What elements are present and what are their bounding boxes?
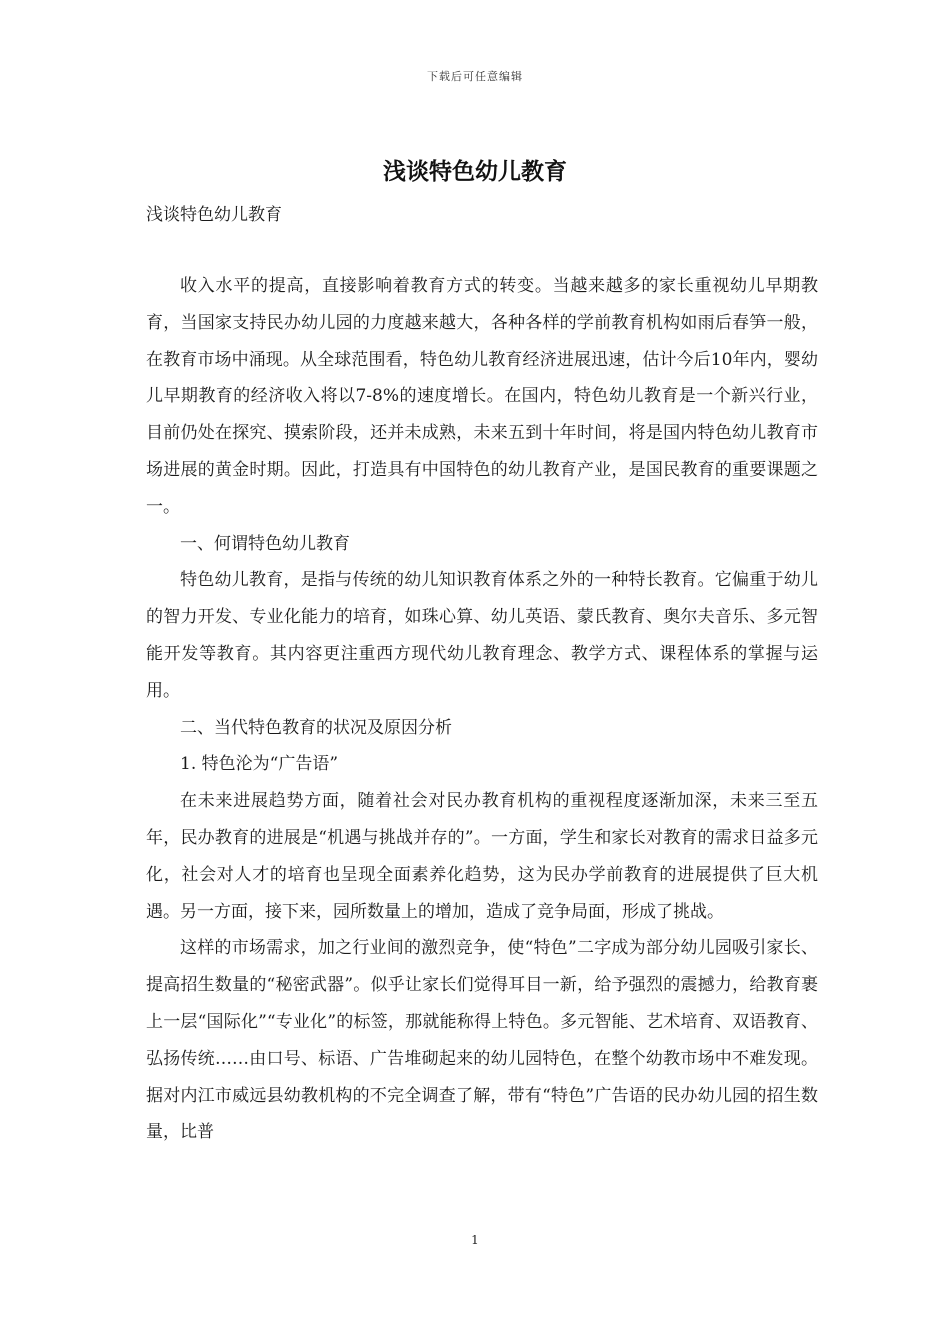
page-number: 1 xyxy=(471,1233,479,1247)
subsection-heading-1: 1. 特色沦为“广告语” xyxy=(180,754,339,775)
section-heading-1: 一、何谓特色幼儿教育 xyxy=(180,533,350,554)
document-title: 浅谈特色幼儿教育 xyxy=(383,158,567,185)
paragraph-trends: 在未来进展趋势方面，随着社会对民办教育机构的重视程度逐渐加深，未来三至五年，民办教育的进展是“机遇与挑战并存的”。一方面，学生和家长对教育的需求日益多元化，社会对人才的培育也呈现全面素养化趋势，这为民办学前教育的进展提供了巨大机遇。另一方面，接下来，园所数量上的增加，造成了竞争局面，形成了挑战。 xyxy=(146,791,818,922)
header-note: 下载后可任意编辑 xyxy=(427,70,523,83)
document-body xyxy=(146,268,818,1151)
paragraph-definition: 特色幼儿教育，是指与传统的幼儿知识教育体系之外的一种特长教育。它偏重于幼儿的智力开发、专业化能力的培育，如珠心算、幼儿英语、蒙氏教育、奥尔夫音乐、多元智能开发等教育。其内容更注重西方现代幼儿教育理念、教学方式、课程体系的掌握与运用。 xyxy=(146,570,818,701)
paragraph-intro: 收入水平的提高，直接影响着教育方式的转变。当越来越多的家长重视幼儿早期教育，当国家支持民办幼儿园的力度越来越大，各种各样的学前教育机构如雨后春笋一般，在教育市场中涌现。从全球范围看，特色幼儿教育经济进展迅速，估计今后10年内，婴幼儿早期教育的经济收入将以7-8%的速度增长。在国内，特色幼儿教育是一个新兴行业，目前仍处在探究、摸索阶段，还并未成熟，未来五到十年时间，将是国内特色幼儿教育市场进展的黄金时期。因此，打造具有中国特色的幼儿教育产业，是国民教育的重要课题之一。 xyxy=(146,276,818,517)
paragraph-market: 这样的市场需求，加之行业间的激烈竞争，使“特色”二字成为部分幼儿园吸引家长、提高招生数量的“秘密武器”。似乎让家长们觉得耳目一新，给予强烈的震撼力，给教育裹上一层“国际化”“专业化”的标签，那就能称得上特色。多元智能、艺术培育、双语教育、弘扬传统……由口号、标语、广告堆砌起来的幼儿园特色，在整个幼教市场中不难发现。据对内江市威远县幼教机构的不完全调查了解，带有“特色”广告语的民办幼儿园的招生数量，比普 xyxy=(146,938,818,1143)
document-subtitle: 浅谈特色幼儿教育 xyxy=(146,205,282,225)
section-heading-2: 二、当代特色教育的状况及原因分析 xyxy=(180,717,452,738)
